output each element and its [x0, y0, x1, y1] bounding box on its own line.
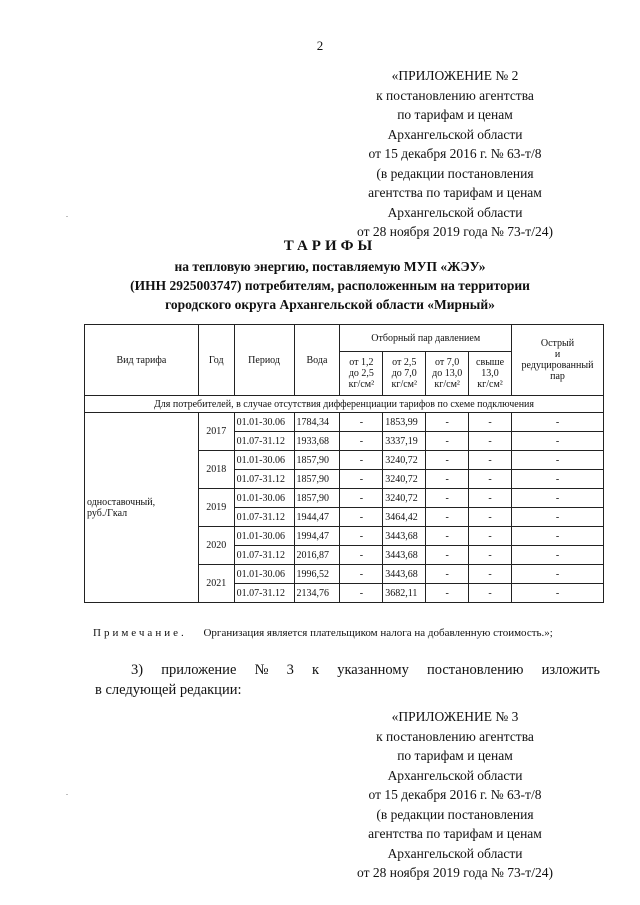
cell-water: 1944,47: [294, 508, 340, 527]
cell-s1: -: [340, 546, 383, 565]
document-title: ТАРИФЫ: [283, 238, 377, 254]
cell-s4: -: [469, 508, 512, 527]
paragraph-word: к: [312, 662, 320, 678]
cell-water: 2016,87: [294, 546, 340, 565]
cell-water: 1857,90: [294, 470, 340, 489]
cell-sharp: -: [512, 527, 604, 546]
cell-s2: 3682,11: [383, 584, 426, 603]
document-subtitle: [60, 257, 600, 314]
paragraph-word: 3): [131, 662, 144, 678]
cell-s4: -: [469, 451, 512, 470]
cell-s1: -: [340, 432, 383, 451]
cell-period: 01.07-31.12: [234, 470, 294, 489]
header-water: Вода: [294, 325, 340, 396]
appendix-line: от 28 ноября 2019 года № 73-т/24): [357, 865, 553, 880]
cell-s3: -: [426, 432, 469, 451]
cell-s2: 3464,42: [383, 508, 426, 527]
year-cell: 2020: [198, 527, 234, 565]
header-tariff-type: Вид тарифа: [85, 325, 199, 396]
cell-period: 01.07-31.12: [234, 584, 294, 603]
appendix-3-header: [325, 707, 585, 883]
cell-s2: 3443,68: [383, 565, 426, 584]
cell-s3: -: [426, 584, 469, 603]
cell-s3: -: [426, 527, 469, 546]
cell-s1: -: [340, 527, 383, 546]
cell-s4: -: [469, 432, 512, 451]
cell-water: 1784,34: [294, 413, 340, 432]
appendix-line: (в редакции постановления: [376, 806, 534, 822]
paragraph-3: [95, 660, 600, 700]
paragraph-word: указанному: [337, 662, 409, 678]
header-steam-group: Отборный пар давлением: [340, 325, 512, 352]
cell-s4: -: [469, 527, 512, 546]
cell-s2: 3443,68: [383, 527, 426, 546]
cell-s4: -: [469, 565, 512, 584]
cell-water: 2134,76: [294, 584, 340, 603]
cell-sharp: -: [512, 489, 604, 508]
appendix-line: агентства по тарифам и ценам: [368, 185, 542, 200]
cell-period: 01.01-30.06: [234, 489, 294, 508]
note-text: Организация является плательщиком налога на добавленную стоимость.»;: [203, 627, 553, 639]
table-row: [85, 413, 604, 432]
cell-s3: -: [426, 470, 469, 489]
cell-s3: -: [426, 508, 469, 527]
year-cell: 2019: [198, 489, 234, 527]
cell-s1: -: [340, 584, 383, 603]
cell-sharp: -: [512, 584, 604, 603]
cell-s1: -: [340, 470, 383, 489]
appendix-line: от 15 декабря 2016 г. № 63-т/8: [368, 146, 542, 161]
cell-sharp: -: [512, 565, 604, 584]
scan-mark: .: [66, 788, 68, 797]
appendix-line: «ПРИЛОЖЕНИЕ № 3: [391, 709, 519, 724]
cell-s2: 3443,68: [383, 546, 426, 565]
tariff-table: [84, 324, 604, 603]
header-year: Год: [198, 325, 234, 396]
cell-s1: -: [340, 489, 383, 508]
table-note-row: Для потребителей, в случае отсутствия дифференциации тарифов по схеме подключения: [85, 396, 604, 413]
cell-period: 01.07-31.12: [234, 432, 294, 451]
cell-period: 01.01-30.06: [234, 451, 294, 470]
cell-sharp: -: [512, 451, 604, 470]
cell-period: 01.01-30.06: [234, 565, 294, 584]
appendix-line: по тарифам и ценам: [397, 748, 513, 763]
appendix-line: агентства по тарифам и ценам: [368, 826, 542, 841]
cell-sharp: -: [512, 432, 604, 451]
cell-s2: 3240,72: [383, 489, 426, 508]
cell-s1: -: [340, 508, 383, 527]
cell-s4: -: [469, 413, 512, 432]
year-cell: 2021: [198, 565, 234, 603]
appendix-line: Архангельской области: [387, 767, 523, 783]
cell-water: 1996,52: [294, 565, 340, 584]
page-number: 2: [316, 38, 324, 53]
appendix-line: Архангельской области: [387, 204, 523, 220]
cell-water: 1994,47: [294, 527, 340, 546]
cell-s2: 3240,72: [383, 470, 426, 489]
appendix-line: к постановлению агентства: [376, 728, 534, 744]
cell-s3: -: [426, 546, 469, 565]
paragraph-word: постановлению: [426, 662, 524, 678]
paragraph-word: приложение: [161, 662, 237, 678]
appendix-line: Архангельской области: [387, 845, 523, 861]
year-cell: 2018: [198, 451, 234, 489]
title-line: (ИНН 2925003747) потребителям, расположенным на территории: [130, 278, 530, 293]
appendix-line: от 28 ноября 2019 года № 73-т/24): [357, 224, 553, 239]
paragraph-word: №: [254, 662, 269, 678]
cell-sharp: -: [512, 413, 604, 432]
appendix-line: (в редакции постановления: [376, 165, 534, 181]
cell-s3: -: [426, 565, 469, 584]
paragraph-word: 3: [286, 662, 294, 678]
paragraph-word: изложить: [541, 662, 600, 678]
cell-period: 01.07-31.12: [234, 546, 294, 565]
cell-period: 01.07-31.12: [234, 508, 294, 527]
cell-s1: -: [340, 413, 383, 432]
cell-sharp: -: [512, 508, 604, 527]
appendix-line: Архангельской области: [387, 126, 523, 142]
cell-water: 1933,68: [294, 432, 340, 451]
appendix-line: по тарифам и ценам: [397, 107, 513, 122]
header-steam-col: от 7,0 до 13,0 кг/см²: [426, 352, 469, 396]
cell-period: 01.01-30.06: [234, 413, 294, 432]
note-label: Примечание.: [93, 627, 187, 639]
cell-s4: -: [469, 489, 512, 508]
appendix-2-header: [325, 66, 585, 242]
cell-s2: 1853,99: [383, 413, 426, 432]
cell-water: 1857,90: [294, 489, 340, 508]
note: [93, 627, 553, 639]
cell-s1: -: [340, 565, 383, 584]
header-steam-col: свыше 13,0 кг/см²: [469, 352, 512, 396]
header-steam-col: от 1,2 до 2,5 кг/см²: [340, 352, 383, 396]
year-cell: 2017: [198, 413, 234, 451]
cell-sharp: -: [512, 546, 604, 565]
cell-s2: 3337,19: [383, 432, 426, 451]
cell-s3: -: [426, 489, 469, 508]
cell-period: 01.01-30.06: [234, 527, 294, 546]
cell-s4: -: [469, 470, 512, 489]
header-sharp-steam: Острый и редуцированный пар: [512, 325, 604, 396]
title-line: на тепловую энергию, поставляемую МУП «ЖЭУ»: [174, 259, 486, 274]
cell-water: 1857,90: [294, 451, 340, 470]
cell-s3: -: [426, 413, 469, 432]
cell-s2: 3240,72: [383, 451, 426, 470]
appendix-line: к постановлению агентства: [376, 87, 534, 103]
title-line: городского округа Архангельской области «Мирный»: [165, 297, 495, 312]
header-steam-col: от 2,5 до 7,0 кг/см²: [383, 352, 426, 396]
cell-s1: -: [340, 451, 383, 470]
header-period: Период: [234, 325, 294, 396]
appendix-line: от 15 декабря 2016 г. № 63-т/8: [368, 787, 542, 802]
cell-s4: -: [469, 584, 512, 603]
appendix-line: «ПРИЛОЖЕНИЕ № 2: [391, 68, 519, 83]
paragraph-line2: в следующей редакции:: [95, 682, 242, 698]
scan-mark: .: [66, 210, 68, 219]
cell-s4: -: [469, 546, 512, 565]
cell-s3: -: [426, 451, 469, 470]
cell-sharp: -: [512, 470, 604, 489]
tariff-type-cell: одноставочный, руб./Гкал: [85, 413, 199, 603]
